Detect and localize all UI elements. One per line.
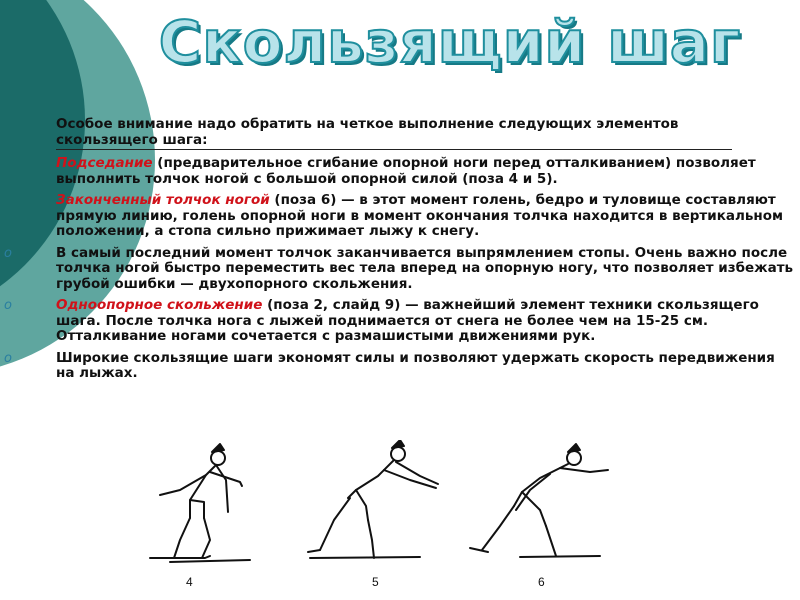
pose-label: 6 <box>538 575 545 589</box>
bullet-icon: o <box>4 298 12 313</box>
skier-pose-5 <box>308 440 438 558</box>
text-body <box>4 116 796 388</box>
skier-pose-6 <box>470 444 608 557</box>
pose-label: 5 <box>372 575 379 589</box>
term-highlight: Одноопорное скольжение <box>56 297 263 313</box>
term-highlight: Подседание <box>56 155 153 171</box>
paragraph-shirokie <box>4 349 796 382</box>
term-highlight: Законченный толчок ногой <box>56 192 270 208</box>
paragraph-text: (предварительное сгибание опорной ноги перед отталкиванием) позволяет выполнить толчок ногой с большой опорной силой (поза 4 и 5). <box>56 155 756 187</box>
paragraph-text: В самый последний момент толчок заканчивается выпрямлением стопы. Очень важно после толчка ногой быстро переместить вес тела вперед на опорную ногу, что позволяет избежать грубой ошибки — двухопорного скольжения. <box>56 244 794 292</box>
paragraph-podsedanie <box>56 156 796 187</box>
paragraph-odnoopornoe <box>4 297 796 345</box>
paragraph-text: (поза 6) — в этот момент голень, бедро и туловище составляют прямую линию, голень опорной ноги в момент окончания толчка находится в вертикальном положении, а стопа сильно прижимает лыжу к снегу. <box>56 192 784 239</box>
bullet-icon: o <box>4 245 12 261</box>
paragraph-text: Особое внимание надо обратить на четкое выполнение следующих элементов скользящего шага: <box>56 116 679 148</box>
paragraph-stopa <box>4 244 796 293</box>
paragraph-tolchok <box>56 193 796 240</box>
paragraph-intro <box>56 117 732 150</box>
pose-label: 4 <box>186 575 193 589</box>
skier-illustration <box>120 440 620 600</box>
paragraph-text: Широкие скользящие шаги экономят силы и позволяют удержать скорость передвижения на лыжах. <box>56 349 775 381</box>
slide-title: Скользящий шаг <box>158 8 742 76</box>
bullet-icon: o <box>4 350 12 366</box>
skier-pose-4 <box>150 444 250 562</box>
paragraph-text: (поза 2, слайд 9) — важнейший элемент техники скользящего шага. После толчка нога с лыжей поднимается от снега не более чем на 15-25 см. Отталкивание ногами сочетается с размашистыми движениями рук. <box>56 297 759 344</box>
